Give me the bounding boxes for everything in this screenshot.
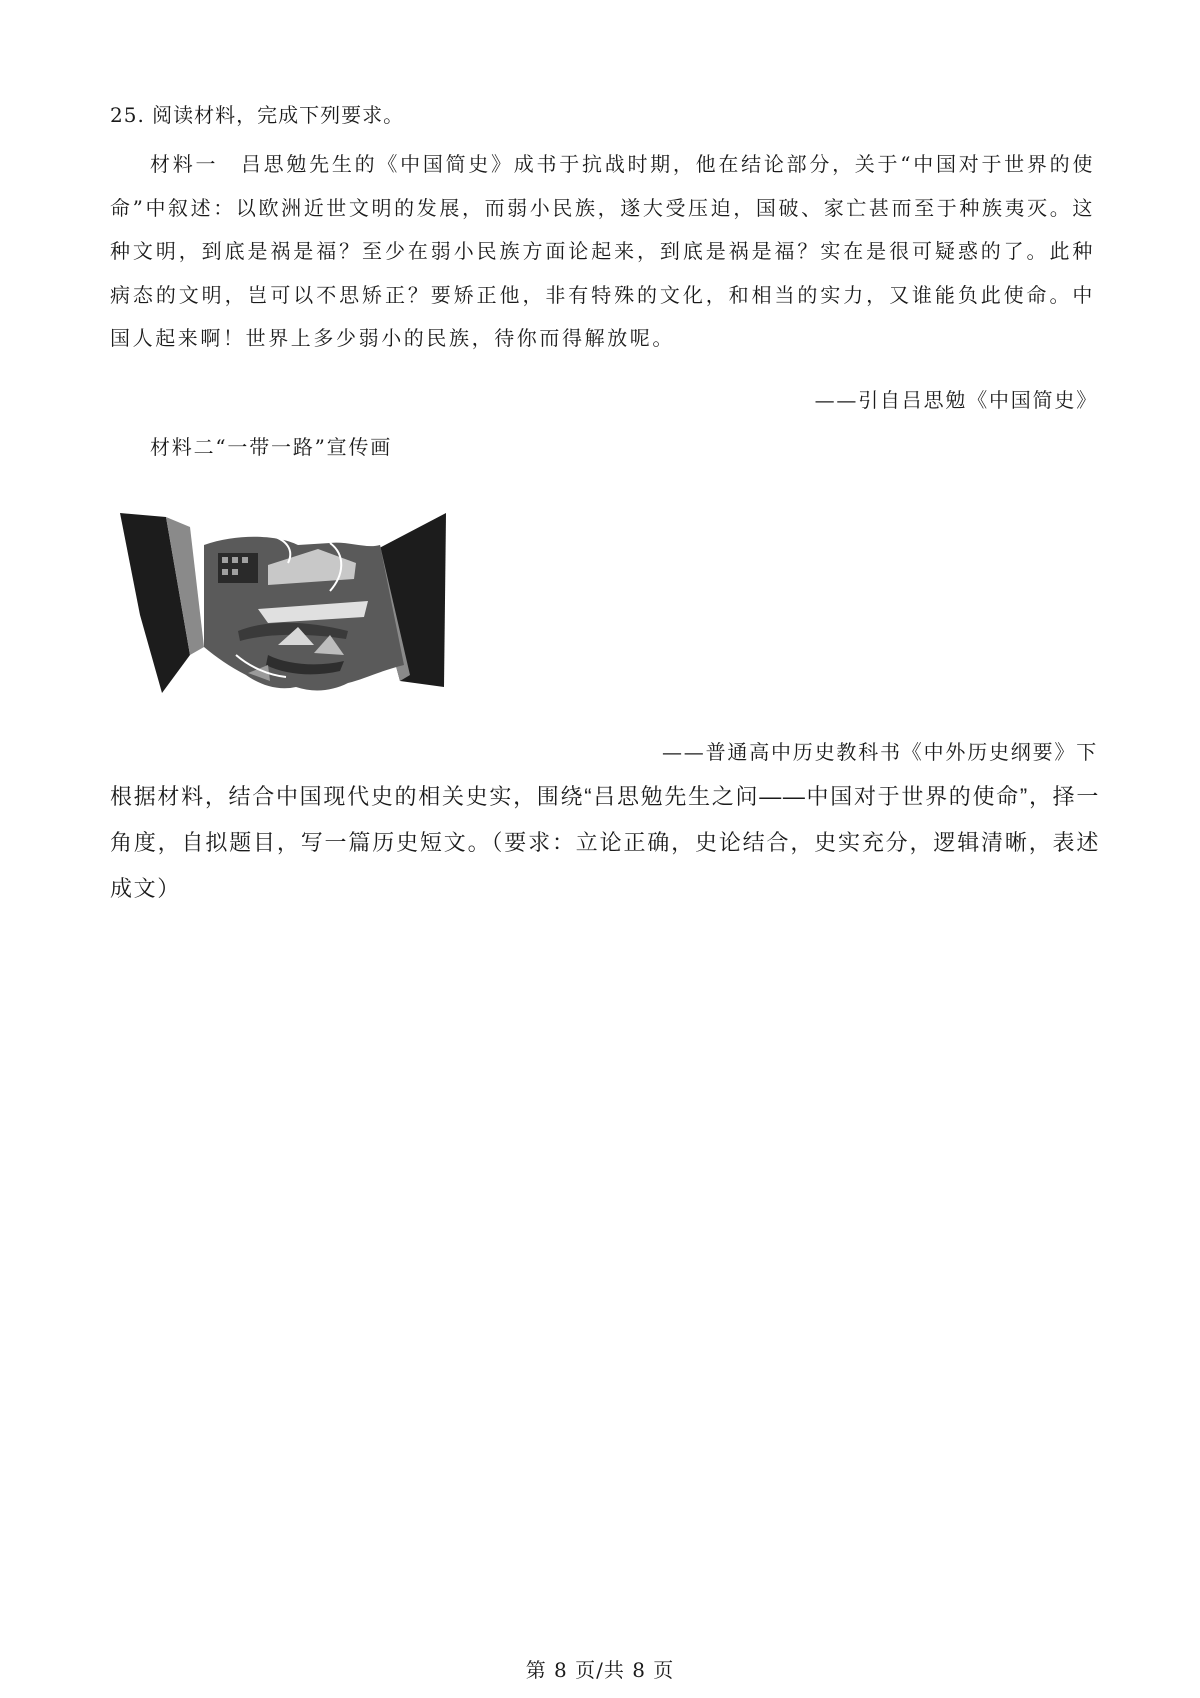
page-number: 第 8 页/共 8 页 [525,1658,675,1682]
material-one-source: ——引自吕思勉《中国简史》 [814,388,1098,412]
material-two-caption: 材料二“一带一路”宣传画 [150,435,393,459]
task-instructions: 根据材料，结合中国现代史的相关史实，围绕“吕思勉先生之问——中国对于世界的使命”，择一角度，自拟题目，写一篇历史短文。（要求：立论正确，史论结合，史实充分，逻辑清晰，表述成文） [110,784,1100,901]
material-two-source: ——普通高中历史教科书《中外历史纲要》下 [662,740,1098,764]
belt-and-road-handshake-poster [118,505,448,695]
question-title: 25. 阅读材料，完成下列要求。 [110,103,405,127]
material-one-text: 材料一 吕思勉先生的《中国简史》成书于抗战时期，他在结论部分，关于“中国对于世界的使命”中叙述：以欧洲近世文明的发展，而弱小民族，遂大受压迫，国破、家亡甚而至于种族夷灭。这种文明，到底是祸是福？至少在弱小民族方面论起来，到底是祸是福？实在是很可疑惑的了。此种病态的文明，岂可以不思矫正？要矫正他，非有特殊的文化，和相当的实力，又谁能负此使命。中国人起来啊！世界上多少弱小的民族，待你而得解放呢。 [110,152,1095,350]
